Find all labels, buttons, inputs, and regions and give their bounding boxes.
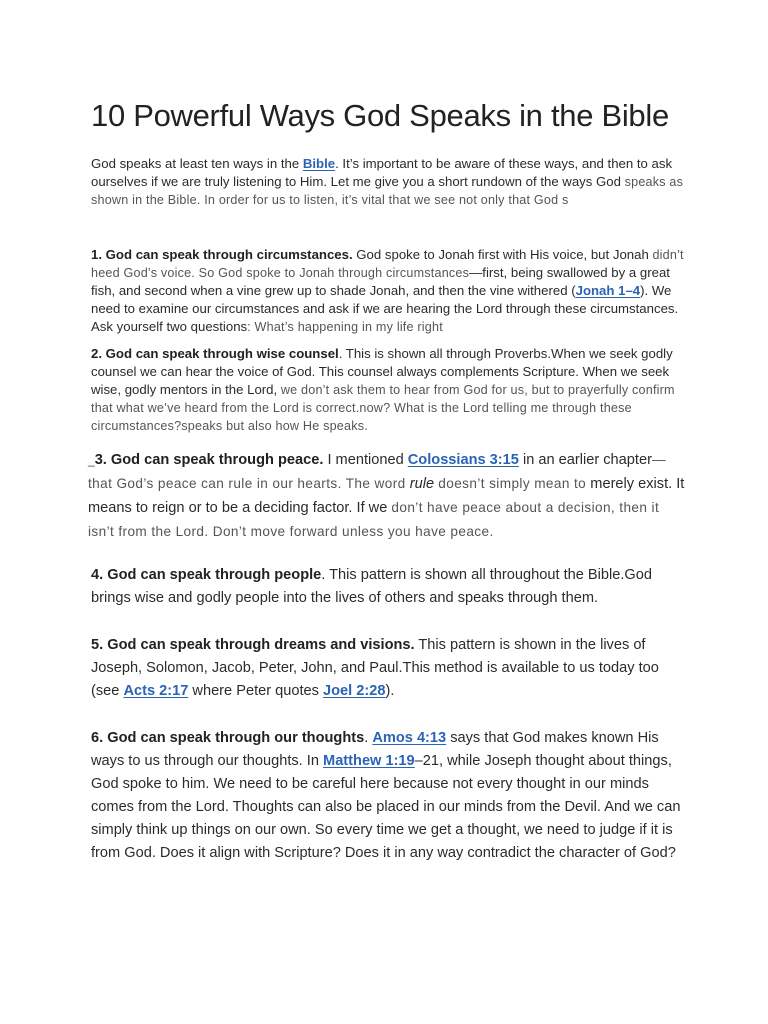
item-2-paragraph — [91, 345, 691, 435]
item-4-paragraph — [91, 564, 691, 610]
item-3-text-1: I mentioned — [323, 452, 408, 468]
item-3-heading: 3. God can speak through peace. — [94, 452, 324, 468]
item-6-text-3: –21, while Joseph thought about things, God spoke to him. We need to be careful here because not every thought in our minds comes from the Lord. Thoughts can also be placed in our minds from the Devil. And we can simply think up things on our own. So every time we get a thought, we need to judge if it is from God. Does it align with Scripture? Does it in any way contradict the character of God? — [91, 753, 681, 861]
link-bible[interactable]: Bible — [302, 156, 336, 171]
item-6-text-1: . — [364, 730, 373, 746]
link-colossians[interactable]: Colossians 3:15 — [407, 452, 519, 468]
item-3-text-3: —that God’s peace can rule in our hearts. The word — [88, 452, 666, 491]
intro-text-1: God speaks at least ten ways in the — [91, 156, 303, 171]
page-title: 10 Powerful Ways God Speaks in the Bible — [91, 98, 669, 133]
item-2-heading: 2. God can speak through wise counsel — [91, 346, 339, 361]
intro-text-2: . It’s important to be aware of these ways, and then to ask ourselves if we are truly listening to Him. Let me give you a short rundown of the ways God — [91, 156, 673, 189]
item-3-text-6: don’t have peace about a decision, then it isn’t from the Lord. Don’t move forward unless you have peace. — [88, 500, 660, 539]
item-1-text-3: —first, being swallowed by a great fish, and second when a vine grew up to shade Jonah, and then the vine withered ( — [91, 265, 670, 298]
item-6-heading: 6. God can speak through our thoughts — [91, 730, 365, 746]
item-1-paragraph — [91, 246, 691, 336]
item-5-heading: 5. God can speak through dreams and visions. — [91, 637, 415, 653]
item-5-text-2: where Peter quotes — [188, 683, 324, 699]
item-5-text-3: ). — [385, 683, 395, 699]
item-3-text-5: merely exist. It means to reign or to be a deciding factor. If we — [88, 476, 685, 516]
item-3-marker: _ — [88, 453, 95, 467]
item-1-text-4: ). We need to examine our circumstances and ask if we are hearing the Lord through these circumstances. Ask yourself two questions — [91, 283, 679, 334]
item-4-text-1: . This pattern is shown all throughout the Bible.God brings wise and godly people into the lives of others and speaks through them. — [91, 567, 653, 606]
item-3-text-2: in an earlier chapter — [518, 452, 652, 468]
item-6-paragraph — [91, 727, 691, 865]
intro-paragraph — [91, 155, 691, 209]
item-3-paragraph — [88, 448, 688, 544]
item-2-text-2: we don’t ask them to hear from God for us, but to prayerfully confirm that what we’ve heard from the Lord is correct.now? What is the Lord telling me through these circumstances?speaks but also how He speaks. — [91, 383, 675, 433]
item-3-text-4: doesn’t simply mean to — [434, 476, 591, 491]
link-jonah[interactable]: Jonah 1–4 — [575, 283, 641, 298]
link-acts[interactable]: Acts 2:17 — [123, 683, 189, 699]
link-amos[interactable]: Amos 4:13 — [372, 730, 447, 746]
item-1-text-5: : What’s happening in my life right — [247, 320, 443, 334]
item-3-rule-word: rule — [409, 476, 435, 492]
item-2-text-1: . This is shown all through Proverbs.When we seek godly counsel we can hear the voice of God. This counsel always complements Scripture. When we seek wise, godly mentors in the Lord, — [91, 346, 673, 397]
link-matthew[interactable]: Matthew 1:19 — [323, 753, 415, 769]
link-joel[interactable]: Joel 2:28 — [323, 683, 386, 699]
item-1-text-1: God spoke to Jonah first with His voice, but Jonah — [352, 247, 653, 262]
item-4-heading: 4. God can speak through people — [91, 567, 322, 583]
item-1-heading: 1. God can speak through circumstances. — [91, 247, 353, 262]
item-5-paragraph — [91, 634, 691, 703]
item-6-text-2: says that God makes known His ways to us through our thoughts. In — [91, 730, 659, 769]
intro-text-3: speaks as shown in the Bible. In order for us to listen, it’s vital that we see not only that God s — [91, 175, 684, 207]
item-1-text-2: didn’t heed God’s voice. So God spoke to Jonah through circumstances — [91, 248, 684, 280]
item-5-text-1: This pattern is shown in the lives of Joseph, Solomon, Jacob, Peter, John, and Paul.This method is available to us today too (see — [91, 637, 659, 699]
